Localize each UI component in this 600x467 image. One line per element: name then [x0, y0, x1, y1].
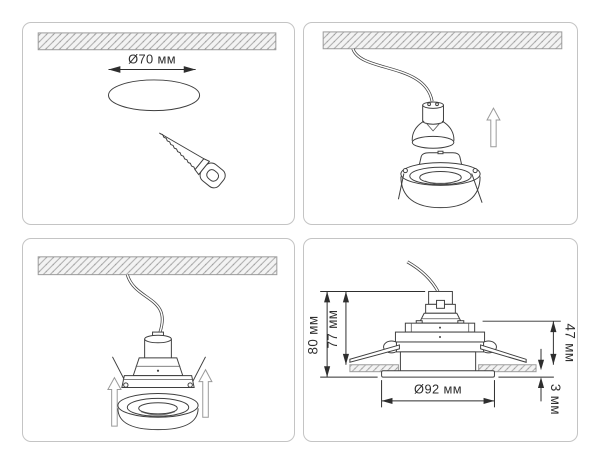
panel-step4-dimensions	[303, 238, 578, 442]
dimension-trim-diameter	[382, 380, 495, 407]
panel-step2-connect-bulb	[303, 22, 578, 225]
height-above-ceiling-label: 77 мм	[325, 309, 341, 349]
step3-illustration	[23, 239, 294, 441]
power-wire	[127, 275, 162, 332]
panel-step1-cut-hole	[22, 22, 295, 225]
up-arrow-right-icon	[199, 370, 212, 418]
assembled-downlight	[112, 332, 205, 430]
dimension-height-above-ceiling	[325, 291, 349, 364]
dim-arrow-left	[108, 66, 120, 73]
power-wire	[407, 262, 438, 292]
dim-arrow-right	[184, 66, 196, 73]
hole-diameter-label: Ø70 мм	[128, 51, 177, 67]
spring-arm-right	[481, 345, 527, 362]
spring-arm-left	[350, 345, 400, 362]
trim-flange	[382, 371, 495, 377]
step4-illustration	[304, 239, 577, 441]
hole-diameter-dimension	[108, 52, 195, 73]
trim-diameter-label: Ø92 мм	[414, 381, 462, 397]
drywall-saw-icon	[153, 125, 228, 191]
recess-depth-label: 47 мм	[562, 323, 577, 363]
trim-below-ceiling-label: 3 мм	[547, 383, 563, 415]
ceiling-hatch	[38, 257, 277, 275]
ceiling-hatch	[323, 32, 562, 49]
up-arrow-icon	[487, 108, 500, 147]
power-wire	[353, 49, 432, 101]
step2-illustration	[304, 23, 577, 224]
cutout-hole-ellipse	[108, 80, 199, 111]
downlight-trim-ring	[398, 151, 482, 207]
panel-step3-spring-clips	[22, 238, 295, 442]
gu10-bulb-icon	[412, 102, 454, 148]
dimension-recess-depth	[483, 321, 577, 365]
ceiling-hatch	[38, 33, 276, 50]
step1-illustration	[23, 23, 294, 224]
height-total-label: 80 мм	[305, 315, 321, 355]
downlight-cross-section	[350, 291, 536, 377]
